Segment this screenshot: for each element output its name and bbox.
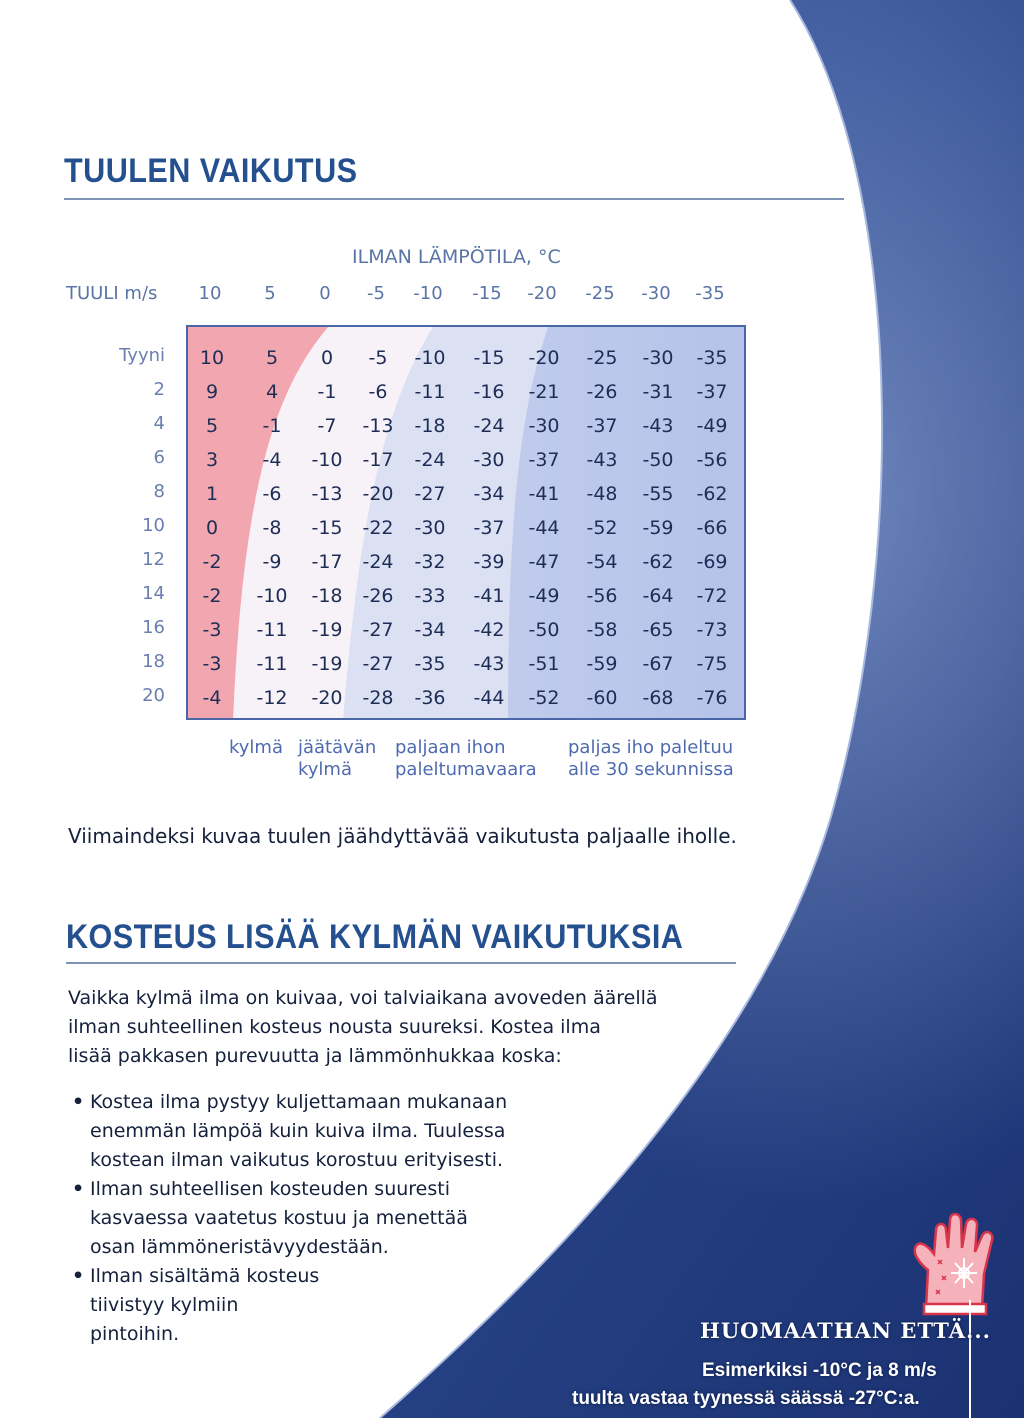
wind-chill-cell: -44 [528,517,560,539]
humidity-title-underline [66,962,736,964]
wind-chill-cell: -69 [696,551,728,573]
wind-chill-cell: -10 [414,347,446,369]
wind-chill-cell: -43 [642,415,674,437]
wind-chill-cell: -10 [311,449,343,471]
wind-chill-cell: -26 [586,381,618,403]
zone-legend-freezing: jäätävän kylmä [298,737,377,780]
wind-chill-cell: -59 [586,653,618,675]
wind-speed-label: Tyyni [119,345,165,366]
wind-speed-label: 2 [153,379,165,400]
temp-col-header: -5 [367,283,385,304]
wind-chill-cell: -17 [362,449,394,471]
wind-chill-cell: -34 [414,619,446,641]
zone-legend-danger: paljaan ihon paleltumavaara [395,737,537,780]
wind-chill-cell: -27 [414,483,446,505]
wind-chill-cell: -56 [696,449,728,471]
wind-speed-label: 16 [142,617,165,638]
bullet-item: • Ilman sisältämä kosteus tiivistyy kylmiin pintoihin. [70,1262,507,1349]
wind-chill-cell: -30 [528,415,560,437]
wind-speed-label: 14 [142,583,165,604]
wind-chill-cell: -41 [473,585,505,607]
temperature-column-headers [66,283,746,307]
zone-legend-severe: paljas iho paleltuu alle 30 sekunnissa [568,737,734,780]
wind-chill-cell: -2 [202,551,222,573]
wind-chill-cell: -64 [642,585,674,607]
wind-speed-label: 6 [153,447,165,468]
temp-col-header: 10 [198,283,222,304]
wind-chill-cell: -10 [256,585,288,607]
wind-chill-cell: -28 [362,687,394,709]
wind-chill-cell: -16 [473,381,505,403]
wind-chill-cell: 0 [320,347,334,369]
wind-chill-cell: -32 [414,551,446,573]
wind-chill-cell: -26 [362,585,394,607]
wind-chill-cell: 5 [205,415,219,437]
wind-chill-cell: -52 [586,517,618,539]
wind-chill-cell: -42 [473,619,505,641]
wind-chill-cell: 9 [205,381,219,403]
wind-speed-label: 8 [153,481,165,502]
wind-speed-label: 12 [142,549,165,570]
wind-speed-label: 4 [153,413,165,434]
wind-chill-cell: -41 [528,483,560,505]
wind-chill-cell: -37 [528,449,560,471]
wind-chill-cell: -25 [586,347,618,369]
wind-chill-cell: -55 [642,483,674,505]
wind-chill-cell: -36 [414,687,446,709]
wind-chill-cell: -24 [473,415,505,437]
wind-chill-cell: -50 [642,449,674,471]
wind-chill-cell: -20 [362,483,394,505]
wind-chill-cell: -43 [473,653,505,675]
wind-chill-cell: -11 [256,619,288,641]
temp-col-header: 5 [264,283,276,304]
temp-col-header: -30 [641,283,671,304]
wind-chill-cell: -13 [362,415,394,437]
note-title: HUOMAATHAN ETTÄ... [700,1318,991,1343]
wind-chill-cell: -35 [696,347,728,369]
wind-chill-cell: -20 [528,347,560,369]
wind-chill-cell: 1 [205,483,219,505]
wind-chill-cell: -8 [262,517,282,539]
bullet-item: • Kostea ilma pystyy kuljettamaan mukanaan enemmän lämpöä kuin kuiva ilma. Tuulessa kostean ilman vaikutus korostuu erityisesti. [70,1088,507,1175]
humidity-bullet-list [70,1088,507,1349]
temp-col-header: -15 [472,283,502,304]
wind-chill-cell: -30 [642,347,674,369]
wind-chill-cell: -27 [362,619,394,641]
wind-chill-table [186,325,746,720]
wind-chill-cell: -50 [528,619,560,641]
wind-chill-cell: -12 [256,687,288,709]
bullet-item: • Ilman suhteellisen kosteuden suuresti kasvaessa vaatetus kostuu ja menettää osan lämmöneristävyydestään. [70,1175,507,1262]
wind-chill-cell: -9 [262,551,282,573]
knitted-mitten-icon [908,1210,998,1320]
wind-chill-cell: -73 [696,619,728,641]
wind-chill-cell: -11 [256,653,288,675]
wind-chill-cell: -6 [262,483,282,505]
wind-chill-cell: -37 [586,415,618,437]
wind-chill-cell: -3 [202,619,222,641]
wind-chill-cell: -62 [642,551,674,573]
wind-chill-cell: -15 [311,517,343,539]
wind-chill-cell: -67 [642,653,674,675]
wind-chill-cell: 3 [205,449,219,471]
wind-section-title: TUULEN VAIKUTUS [64,152,358,190]
wind-chill-cell: -60 [586,687,618,709]
wind-chill-cell: -30 [473,449,505,471]
wind-chill-cell: -7 [317,415,337,437]
wind-chill-cell: -33 [414,585,446,607]
wind-chill-cell: -54 [586,551,618,573]
wind-chill-cell: 10 [199,347,225,369]
wind-chill-cell: -19 [311,653,343,675]
wind-chill-cell: -37 [696,381,728,403]
wind-chill-cell: -72 [696,585,728,607]
wind-chill-cell: 4 [265,381,279,403]
temp-col-header: -25 [585,283,615,304]
wind-chill-cell: -47 [528,551,560,573]
temp-col-header: 0 [319,283,331,304]
wind-chill-cell: -18 [414,415,446,437]
wind-chill-cell: -51 [528,653,560,675]
wind-chill-cell: -21 [528,381,560,403]
wind-speed-header: TUULI m/s [66,283,158,304]
wind-chill-cell: -76 [696,687,728,709]
humidity-section-title: KOSTEUS LISÄÄ KYLMÄN VAIKUTUKSIA [66,918,684,956]
wind-chill-cell: -48 [586,483,618,505]
wind-chill-cell: -59 [642,517,674,539]
wind-chill-caption: Viimaindeksi kuvaa tuulen jäähdyttävää vaikutusta paljaalle iholle. [68,824,737,848]
note-example-line-2: tuulta vastaa tyynessä säässä -27°C:a. [572,1388,920,1409]
temp-col-header: -10 [413,283,443,304]
wind-chill-cell: -1 [317,381,337,403]
wind-chill-cell: -20 [311,687,343,709]
wind-chill-cell: -30 [414,517,446,539]
wind-chill-cell: -31 [642,381,674,403]
wind-chill-cell: -24 [414,449,446,471]
title-underline [64,198,844,200]
wind-speed-label: 10 [142,515,165,536]
wind-chill-cell: -19 [311,619,343,641]
wind-chill-cell: -56 [586,585,618,607]
wind-chill-cell: -44 [473,687,505,709]
wind-chill-cell: -2 [202,585,222,607]
temperature-header: ILMAN LÄMPÖTILA, °C [352,246,561,268]
wind-chill-cell: -58 [586,619,618,641]
wind-chill-cell: -65 [642,619,674,641]
wind-chill-cell: -37 [473,517,505,539]
wind-chill-cell: -75 [696,653,728,675]
wind-chill-cell: -52 [528,687,560,709]
wind-speed-label: 20 [142,685,165,706]
wind-chill-cell: -34 [473,483,505,505]
wind-chill-cell: -4 [202,687,222,709]
wind-chill-cell: -1 [262,415,282,437]
wind-chill-cell: -6 [368,381,388,403]
wind-chill-cell: -66 [696,517,728,539]
wind-chill-cell: -5 [368,347,388,369]
temp-col-header: -35 [695,283,725,304]
wind-chill-cell: 0 [205,517,219,539]
wind-chill-cell: -22 [362,517,394,539]
wind-chill-cell: -35 [414,653,446,675]
wind-chill-cell: -62 [696,483,728,505]
wind-chill-cell: -49 [528,585,560,607]
wind-chill-cell: -17 [311,551,343,573]
wind-chill-cell: -11 [414,381,446,403]
wind-chill-cell: -15 [473,347,505,369]
wind-chill-cell: -43 [586,449,618,471]
temp-col-header: -20 [527,283,557,304]
note-example-line-1: Esimerkiksi -10°C ja 8 m/s [702,1360,937,1381]
wind-chill-cell: -3 [202,653,222,675]
humidity-intro: Vaikka kylmä ilma on kuivaa, voi talviaikana avoveden äärellä ilman suhteellinen kosteus nousta suureksi. Kostea ilma lisää pakkasen purevuutta ja lämmönhukkaa koska: [68,987,658,1067]
wind-chill-cell: -39 [473,551,505,573]
wind-chill-cell: 5 [265,347,279,369]
wind-chill-cell: -68 [642,687,674,709]
wind-chill-cell: -24 [362,551,394,573]
wind-chill-cell: -4 [262,449,282,471]
wind-speed-label: 18 [142,651,165,672]
wind-chill-cell: -27 [362,653,394,675]
wind-chill-cell: -18 [311,585,343,607]
wind-chill-cell: -13 [311,483,343,505]
zone-legend-cold: kylmä [229,737,283,758]
wind-chill-cell: -49 [696,415,728,437]
